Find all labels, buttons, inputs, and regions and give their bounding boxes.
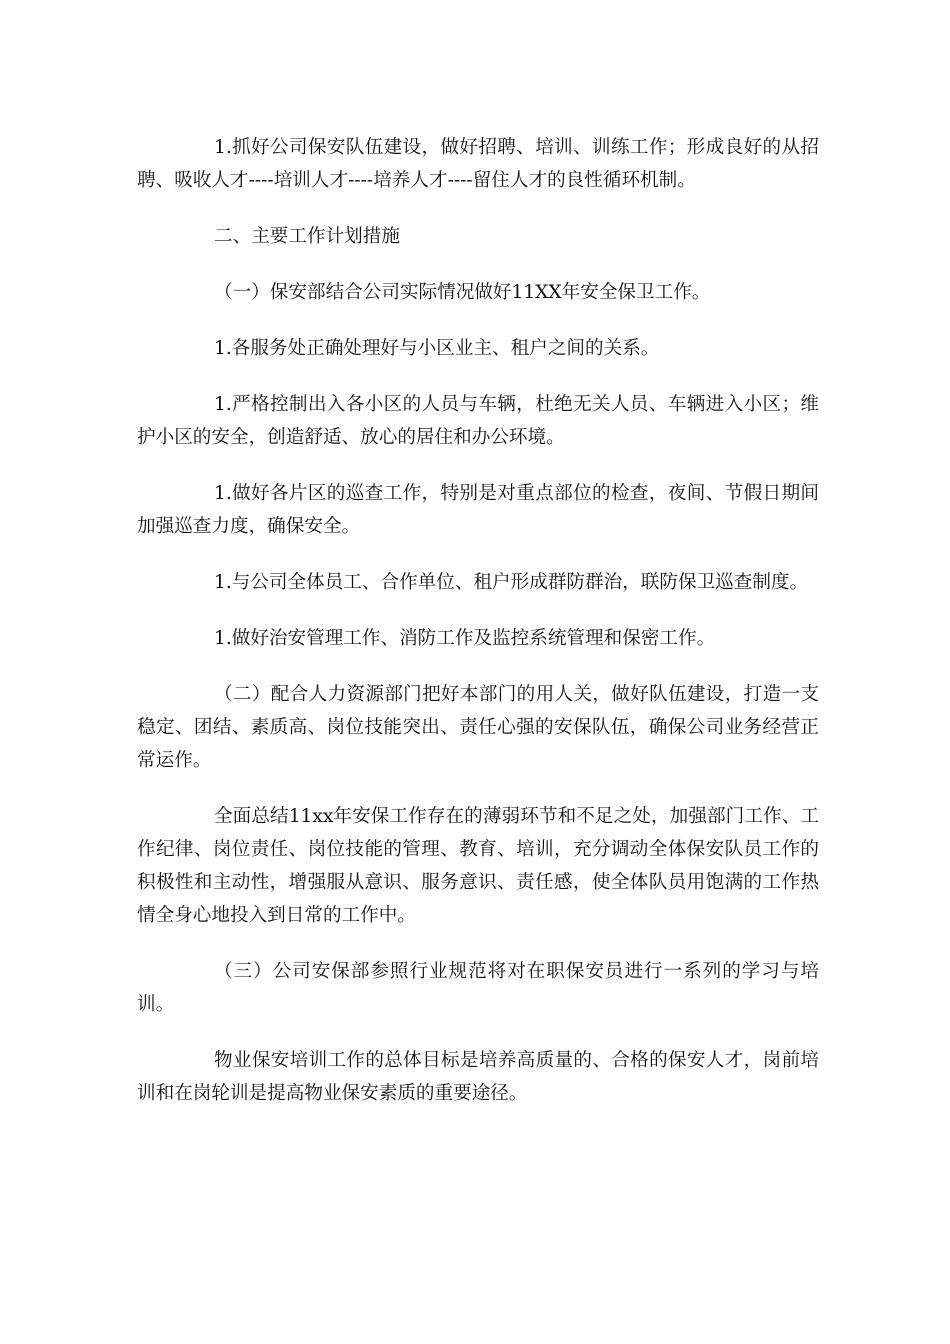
paragraph-patrol-work: 1.做好各片区的巡查工作，特别是对重点部位的检查，夜间、节假日期间加强巡查力度，确保安全。 xyxy=(137,483,819,537)
subsection-heading-team-building: （二）配合人力资源部门把好本部门的用人关，做好队伍建设，打造一支稳定、团结、素质高、岗位技能突出、责任心强的安保队伍，确保公司业务经营正常运作。 xyxy=(137,684,819,771)
paragraph-annual-summary: 全面总结11xx年安保工作存在的薄弱环节和不足之处，加强部门工作、工作纪律、岗位责任、岗位技能的管理、教育、培训，充分调动全体保安队员工作的积极性和主动性，增强服从意识、服务意识、责任感，使全体队员用饱满的工作热情全身心地投入到日常的工作中。 xyxy=(137,806,819,926)
paragraph-joint-defense: 1.与公司全体员工、合作单位、租户形成群防群治，联防保卫巡查制度。 xyxy=(214,572,809,593)
document-body xyxy=(137,131,819,1133)
subsection-heading-security-work: （一）保安部结合公司实际情况做好11XX年安全保卫工作。 xyxy=(214,282,711,303)
paragraph-recruitment-mechanism: 1.抓好公司保安队伍建设，做好招聘、培训、训练工作；形成良好的从招聘、吸收人才----培训人才----培养人才----留住人才的良性循环机制。 xyxy=(137,137,819,191)
subsection-heading-training: （三）公司安保部参照行业规范将对在职保安员进行一系列的学习与培训。 xyxy=(137,961,819,1015)
section-heading-main-measures: 二、主要工作计划措施 xyxy=(214,226,400,247)
paragraph-access-control: 1.严格控制出入各小区的人员与车辆，杜绝无关人员、车辆进入小区；维护小区的安全，创造舒适、放心的居住和办公环境。 xyxy=(137,394,819,448)
paragraph-training-goal: 物业保安培训工作的总体目标是培养高质量的、合格的保安人才，岗前培训和在岗轮训是提高物业保安素质的重要途径。 xyxy=(137,1050,819,1104)
paragraph-tenant-relations: 1.各服务处正确处理好与小区业主、租户之间的关系。 xyxy=(214,338,660,359)
paragraph-public-order: 1.做好治安管理工作、消防工作及监控系统管理和保密工作。 xyxy=(214,628,716,649)
